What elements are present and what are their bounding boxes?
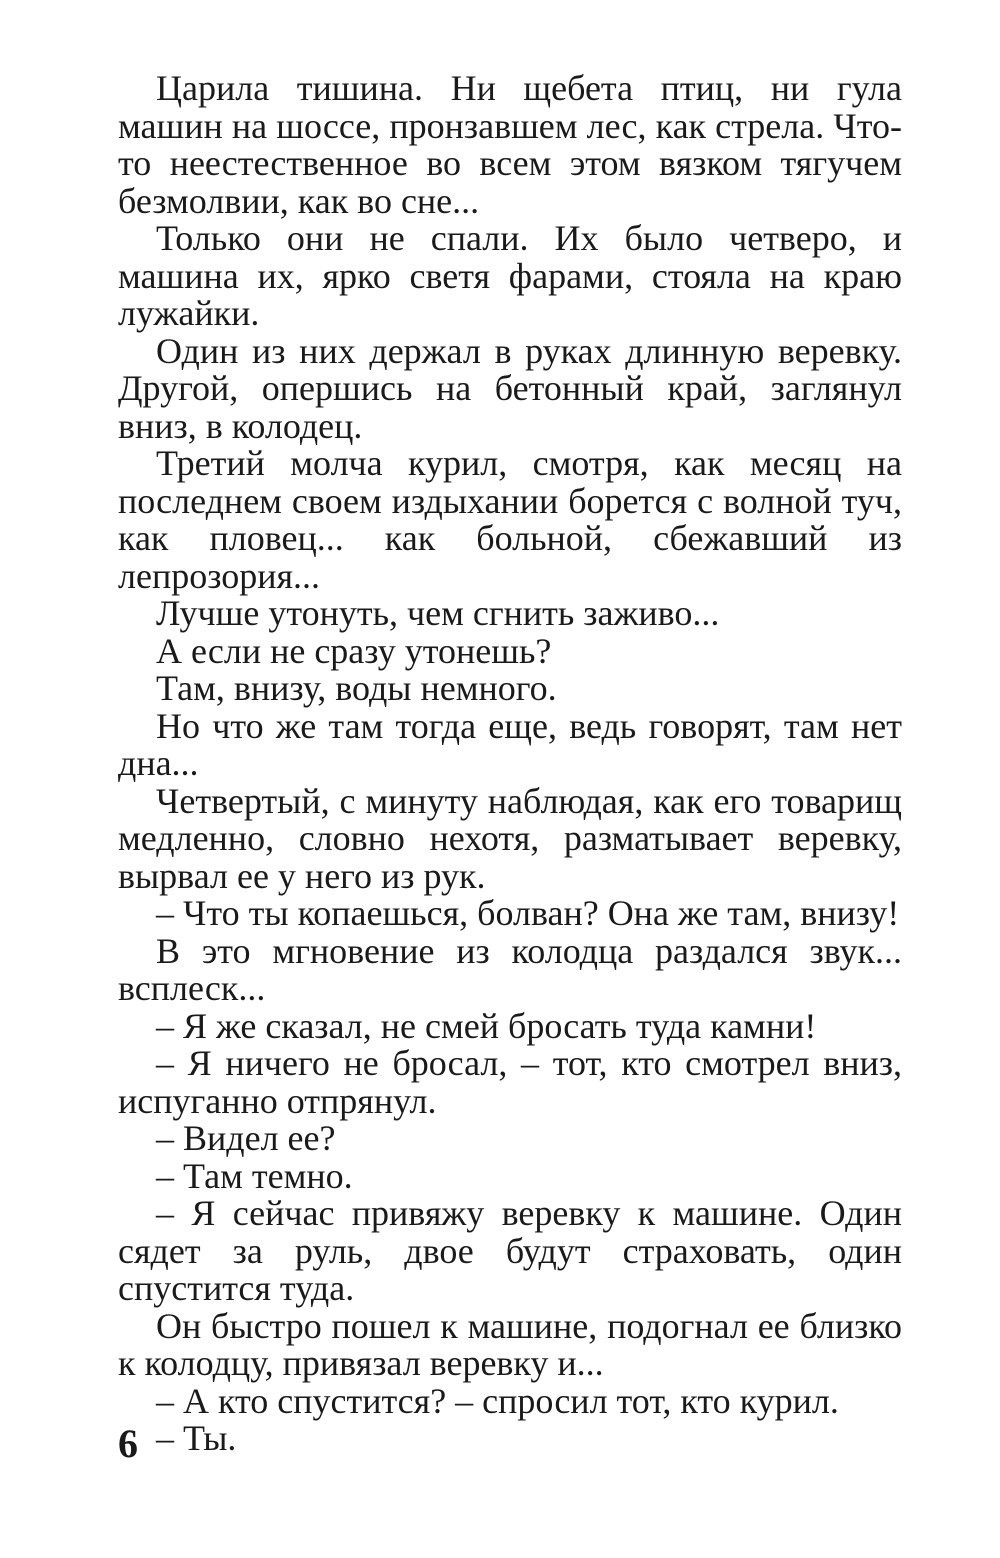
paragraph: Четвертый, с минуту наблюдая, как его товарищ медленно, словно нехотя, разматывает веревку, вырвал ее у него из рук. bbox=[118, 780, 902, 896]
paragraph: – Я же сказал, не смей бросать туда камни! bbox=[156, 1005, 817, 1046]
paragraph: Там, внизу, воды немного. bbox=[156, 668, 557, 708]
paragraph: В это мгновение из колодца раздался звук... всплеск... bbox=[118, 930, 902, 1008]
page-number: 6 bbox=[118, 1421, 138, 1466]
paragraph: – Я сейчас привяжу веревку к машине. Один сядет за руль, двое будут страховать, один спустится туда. bbox=[118, 1193, 902, 1308]
paragraph: – Что ты копаешься, болван? Она же там, внизу! bbox=[156, 893, 900, 933]
paragraph: – Я ничего не бросал, – тот, кто смотрел вниз, испуганно отпрянул. bbox=[118, 1043, 902, 1121]
paragraph: Только они не спали. Их было четверо, и машина их, ярко светя фарами, стояла на краю лужайки. bbox=[118, 218, 902, 333]
paragraph: Один из них держал в руках длинную веревку. Другой, опершись на бетонный край, заглянул вниз, в колодец. bbox=[118, 330, 902, 446]
paragraph: Третий молча курил, смотря, как месяц на последнем своем издыхании борется с волной туч, как пловец... как больной, сбежавший из лепрозория... bbox=[118, 443, 902, 596]
paragraph: – Там темно. bbox=[156, 1155, 353, 1196]
paragraph: – Ты. bbox=[156, 1418, 237, 1458]
page-body bbox=[118, 70, 902, 1458]
paragraph: Лучше утонуть, чем сгнить заживо... bbox=[156, 593, 720, 633]
paragraph: А если не сразу утонешь? bbox=[156, 630, 552, 671]
paragraph: Он быстро пошел к машине, подогнал ее близко к колодцу, привязал веревку и... bbox=[118, 1305, 902, 1383]
paragraph: – Видел ее? bbox=[156, 1118, 336, 1158]
paragraph: Но что же там тогда еще, ведь говорят, там нет дна... bbox=[118, 705, 902, 783]
paragraph: – А кто спустится? – спросил тот, кто курил. bbox=[156, 1380, 839, 1421]
paragraph: Царила тишина. Ни щебета птиц, ни гула машин на шоссе, пронзавшем лес, как стрела. Что-то неестественное во всем этом вязком тягучем безмолвии, как во сне... bbox=[118, 68, 902, 221]
